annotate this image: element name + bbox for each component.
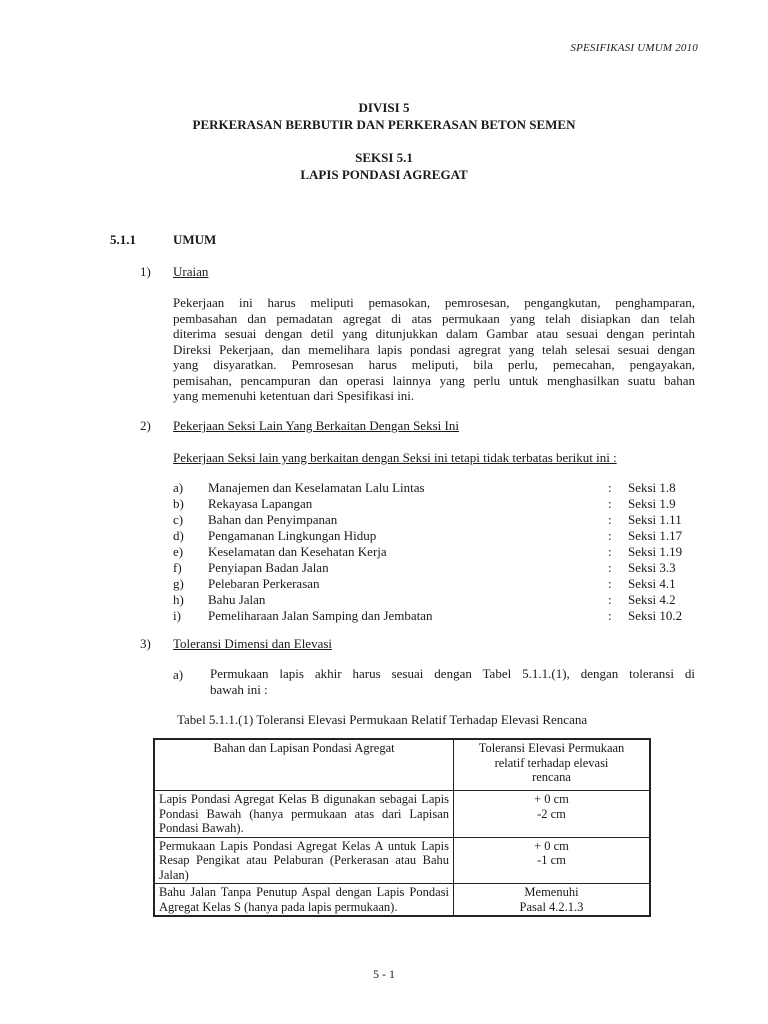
list-letter: h) bbox=[173, 592, 184, 607]
list-colon: : bbox=[608, 560, 612, 575]
item-number: 1) bbox=[140, 264, 151, 279]
list-text: Pengamanan Lingkungan Hidup bbox=[208, 528, 377, 543]
table-caption: Tabel 5.1.1.(1) Toleransi Elevasi Permukaan Relatif Terhadap Elevasi Rencana bbox=[177, 712, 588, 727]
list-ref: Seksi 1.9 bbox=[628, 496, 676, 511]
header-line: relatif terhadap elevasi bbox=[494, 755, 609, 770]
list-colon: : bbox=[608, 480, 612, 495]
paragraph-line: yang disyaratkan. Pemrosesan harus meliputi, bila perlu, pemecahan, pengayakan, bbox=[173, 357, 695, 372]
seksi-title: LAPIS PONDASI AGREGAT bbox=[300, 167, 468, 182]
list-ref: Seksi 4.1 bbox=[628, 576, 676, 591]
item-heading-tolerance: Toleransi Dimensi dan Elevasi bbox=[173, 636, 333, 651]
list-item bbox=[173, 592, 693, 608]
sub-item-text bbox=[210, 666, 695, 697]
list-colon: : bbox=[608, 496, 612, 511]
table-cell-tolerance bbox=[454, 791, 651, 838]
seksi-number: SEKSI 5.1 bbox=[355, 150, 413, 165]
list-ref: Seksi 1.17 bbox=[628, 528, 683, 543]
list-letter: c) bbox=[173, 512, 184, 527]
list-letter: b) bbox=[173, 496, 184, 511]
list-letter: i) bbox=[173, 608, 181, 623]
page-number: 5 - 1 bbox=[373, 967, 395, 981]
list-item bbox=[173, 528, 693, 544]
paragraph-line: Permukaan lapis akhir harus sesuai dengan Tabel 5.1.1.(1), dengan toleransi di bbox=[210, 666, 695, 681]
list-text: Penyiapan Badan Jalan bbox=[208, 560, 329, 575]
table-header-cell: Bahan dan Lapisan Pondasi Agregat bbox=[154, 739, 454, 791]
table-cell-material: Lapis Pondasi Agregat Kelas B digunakan sebagai Lapis Pondasi Bawah (hanya permukaan atas dari Lapisan Pondasi Bawah). bbox=[154, 791, 454, 838]
list-item bbox=[173, 560, 693, 576]
tolerance-line: -1 cm bbox=[537, 853, 566, 867]
list-letter: a) bbox=[173, 480, 184, 495]
tolerance-line: Pasal 4.2.1.3 bbox=[519, 899, 584, 914]
item-number: 2) bbox=[140, 418, 151, 433]
running-header: SPESIFIKASI UMUM 2010 bbox=[570, 42, 698, 54]
tolerance-table bbox=[153, 738, 651, 917]
list-text: Rekayasa Lapangan bbox=[208, 496, 313, 511]
item-number: 3) bbox=[140, 636, 151, 651]
list-text: Bahu Jalan bbox=[208, 592, 266, 607]
paragraph-line: yang memenuhi ketentuan dari Spesifikasi ini. bbox=[173, 388, 415, 403]
table-row bbox=[154, 884, 650, 917]
item-heading-uraian: Uraian bbox=[173, 264, 209, 279]
paragraph-line: Direksi Pekerjaan, dan memelihara lapis pondasi agregrat yang telah selesai sesuai dengan bbox=[173, 341, 695, 357]
list-letter: g) bbox=[173, 576, 184, 591]
item-heading-related-sections: Pekerjaan Seksi Lain Yang Berkaitan Dengan Seksi Ini bbox=[173, 418, 459, 433]
header-line: rencana bbox=[532, 770, 571, 784]
list-letter: d) bbox=[173, 528, 184, 543]
list-text: Pemeliharaan Jalan Samping dan Jembatan bbox=[208, 608, 433, 623]
list-letter: f) bbox=[173, 560, 182, 575]
list-text: Pelebaran Perkerasan bbox=[208, 576, 320, 591]
list-text: Bahan dan Penyimpanan bbox=[208, 512, 338, 527]
paragraph-line: bawah ini : bbox=[210, 681, 268, 697]
paragraph-line: diterima sesuai dengan detil yang ditunjukkan dalam Gambar atau sesuai dengan perintah bbox=[173, 326, 695, 341]
list-item bbox=[173, 544, 693, 560]
list-colon: : bbox=[608, 576, 612, 591]
list-text: Manajemen dan Keselamatan Lalu Lintas bbox=[208, 480, 425, 495]
tolerance-line: Memenuhi bbox=[524, 885, 579, 899]
list-item bbox=[173, 480, 693, 496]
paragraph-line: Pekerjaan ini harus meliputi pemasokan, pemrosesan, pengangkutan, penghamparan, bbox=[173, 295, 695, 310]
table-cell-material: Bahu Jalan Tanpa Penutup Aspal dengan Lapis Pondasi Agregat Kelas S (hanya pada lapis permukaan). bbox=[154, 884, 454, 917]
list-colon: : bbox=[608, 592, 612, 607]
tolerance-line: + 0 cm bbox=[534, 792, 569, 806]
list-text: Keselamatan dan Kesehatan Kerja bbox=[208, 544, 387, 559]
table-row bbox=[154, 837, 650, 884]
list-item bbox=[173, 496, 693, 512]
list-ref: Seksi 1.11 bbox=[628, 512, 682, 527]
tolerance-line: + 0 cm bbox=[534, 838, 569, 853]
divisi-number: DIVISI 5 bbox=[358, 100, 410, 115]
list-ref: Seksi 10.2 bbox=[628, 608, 683, 623]
list-colon: : bbox=[608, 544, 612, 559]
related-sections-intro: Pekerjaan Seksi lain yang berkaitan dengan Seksi ini tetapi tidak terbatas berikut ini : bbox=[173, 450, 617, 465]
list-ref: Seksi 1.8 bbox=[628, 480, 676, 495]
table-cell-tolerance bbox=[454, 884, 651, 917]
list-item bbox=[173, 608, 693, 624]
divisi-title: PERKERASAN BERBUTIR DAN PERKERASAN BETON SEMEN bbox=[192, 117, 576, 132]
list-letter: e) bbox=[173, 544, 184, 559]
header-line: Toleransi Elevasi Permukaan bbox=[478, 741, 625, 755]
list-ref: Seksi 3.3 bbox=[628, 560, 676, 575]
list-ref: Seksi 1.19 bbox=[628, 544, 683, 559]
section-number: 5.1.1 bbox=[110, 232, 136, 247]
list-colon: : bbox=[608, 608, 612, 623]
sub-item-letter: a) bbox=[173, 667, 184, 682]
paragraph-line: pembasahan dan pemadatan agregat di atas permukaan yang telah disiapkan dan telah bbox=[173, 310, 695, 326]
list-colon: : bbox=[608, 512, 612, 527]
table-cell-material: Permukaan Lapis Pondasi Agregat Kelas A untuk Lapis Resap Pengikat atau Pelaburan (Perkerasan atau Bahu Jalan) bbox=[154, 837, 454, 884]
list-ref: Seksi 4.2 bbox=[628, 592, 676, 607]
paragraph-line: pemisahan, pencampuran dan operasi lainnya yang perlu untuk menghasilkan suatu bahan bbox=[173, 372, 695, 388]
table-cell-tolerance bbox=[454, 837, 651, 884]
table-header-cell bbox=[454, 739, 651, 791]
tolerance-line: -2 cm bbox=[537, 806, 566, 821]
section-title: UMUM bbox=[173, 232, 217, 247]
list-item bbox=[173, 576, 693, 592]
paragraph-uraian bbox=[173, 295, 695, 404]
list-colon: : bbox=[608, 528, 612, 543]
table-header-row bbox=[154, 739, 650, 791]
list-item bbox=[173, 512, 693, 528]
table-row bbox=[154, 791, 650, 838]
